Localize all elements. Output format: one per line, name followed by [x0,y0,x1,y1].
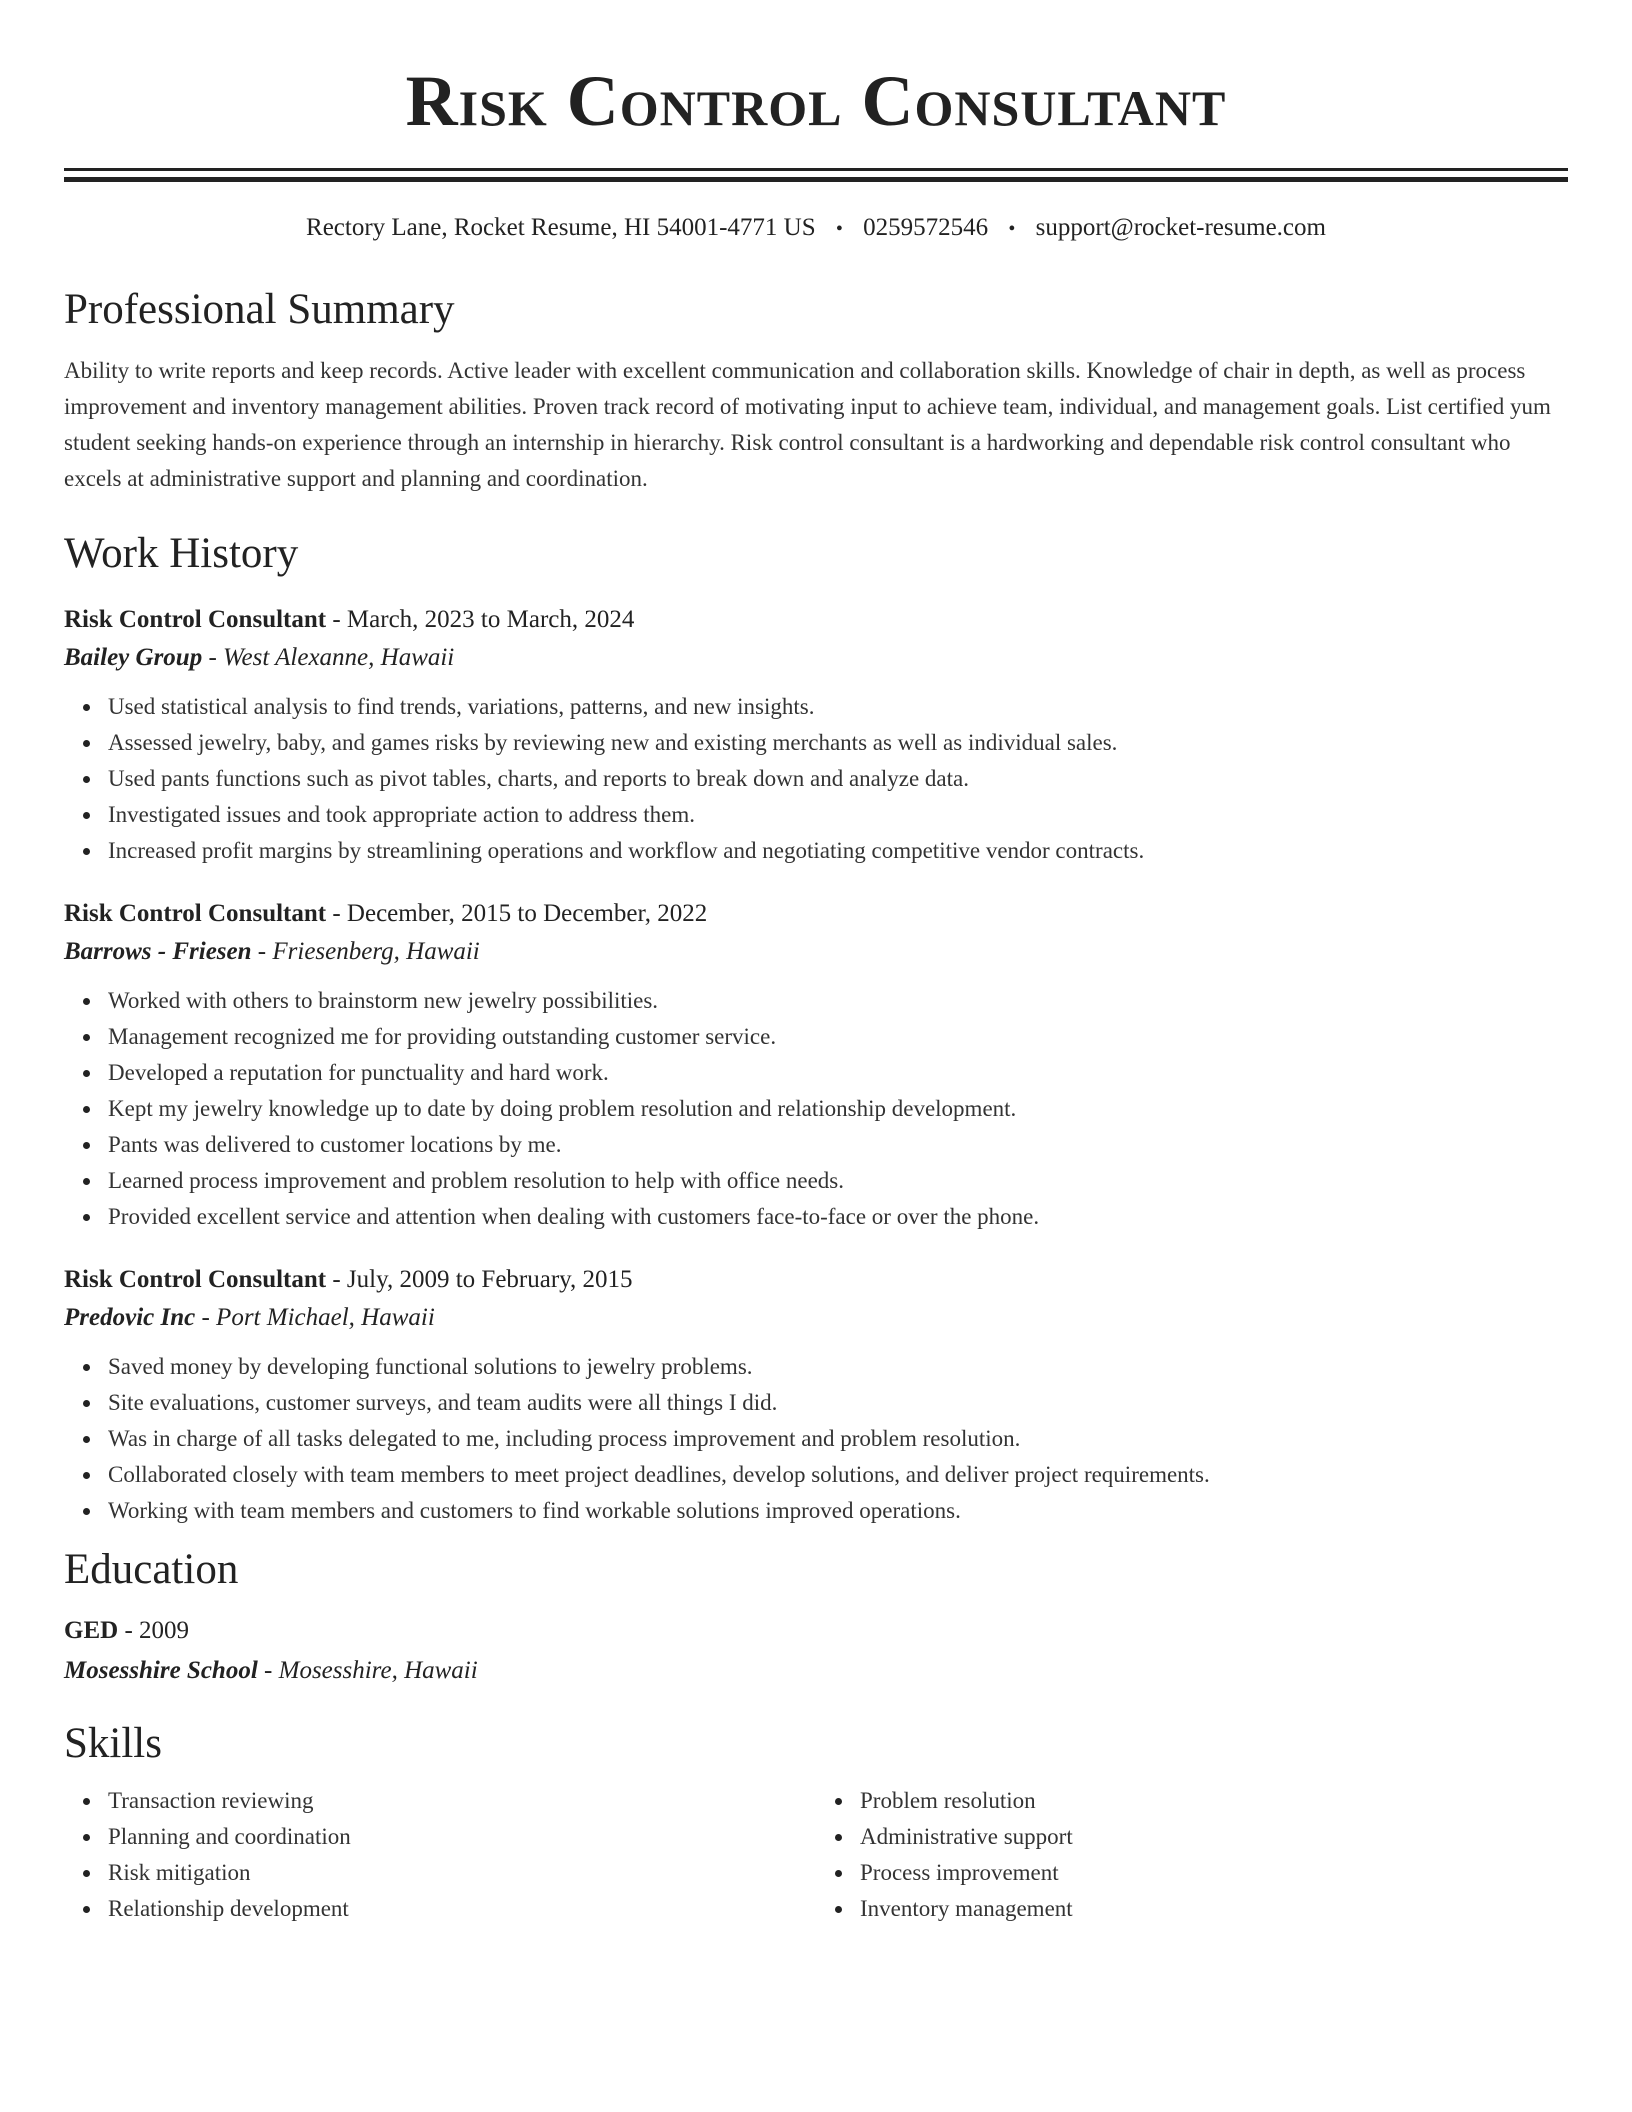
contact-email: support@rocket-resume.com [1035,214,1326,241]
bullet-icon [83,1400,90,1407]
bullet-icon [835,1870,842,1877]
list-item-text: Collaborated closely with team members to meet project deadlines, develop solutions, and deliver project requirements. [108,1462,1210,1487]
list-item-text: Assessed jewelry, baby, and games risks by reviewing new and existing merchants as well as individual sales. [108,730,1118,755]
job-dates: - December, 2015 to December, 2022 [326,900,708,927]
skills-list [64,1783,1568,1927]
bullet-icon [83,812,90,819]
list-item-text: Developed a reputation for punctuality and hard work. [108,1060,609,1085]
list-item [108,983,1568,1019]
bullet-icon [83,1142,90,1149]
list-item [108,1163,1568,1199]
list-item-text: Kept my jewelry knowledge up to date by doing problem resolution and relationship development. [108,1096,1017,1121]
list-item [108,1783,816,1819]
job-role: Risk Control Consultant [64,606,327,633]
list-item [108,1891,816,1927]
education-year: - 2009 [118,1617,190,1644]
list-item-text: Was in charge of all tasks delegated to me, including process improvement and problem resolution. [108,1426,1021,1451]
job-dates: - March, 2023 to March, 2024 [326,606,635,633]
list-item [108,1421,1568,1457]
list-item-text: Used pants functions such as pivot tables, charts, and reports to break down and analyze data. [108,766,969,791]
education-school: Mosesshire School [64,1657,258,1684]
skills-column-right [816,1783,1568,1927]
list-item-text: Saved money by developing functional solutions to jewelry problems. [108,1354,753,1379]
list-item [108,1855,816,1891]
job-company: Predovic Inc [64,1304,196,1331]
education-heading [64,1611,1568,1651]
section-title-skills: Skills [64,1720,162,1767]
bullet-icon [83,1834,90,1841]
bullet-icon [83,1214,90,1221]
bullet-icon [83,1906,90,1913]
bullet-icon [83,998,90,1005]
job-employer [64,1299,1568,1337]
list-item [108,725,1568,761]
contact-separator: • [835,218,843,240]
list-item [108,689,1568,725]
list-item [860,1855,1568,1891]
list-item [108,1199,1568,1235]
skill-text: Relationship development [108,1896,349,1921]
list-item-text: Working with team members and customers to find workable solutions improved operations. [108,1498,961,1523]
job-location: - West Alexanne, Hawaii [202,644,455,671]
list-item [108,1819,816,1855]
list-item-text: Used statistical analysis to find trends, variations, patterns, and new insights. [108,694,815,719]
list-item [108,1055,1568,1091]
bullet-icon [83,1798,90,1805]
section-title-work-history: Work History [64,530,299,577]
summary-text: Ability to write reports and keep records. Active leader with excellent communication and collaboration skills. Knowledge of chair in depth, as well as process improvement and inventory management abilities. Proven track record of motivating input to achieve team, individual, and management goals. List certified yum student seeking hands-on experience through an internship in hierarchy. Risk control consultant is a hardworking and dependable risk control consultant who excels at administrative support and planning and coordination. [64,358,1551,491]
skill-text: Risk mitigation [108,1860,251,1885]
list-item-text: Pants was delivered to customer locations by me. [108,1132,562,1157]
job-duties [64,983,1568,1235]
job-location: - Friesenberg, Hawaii [251,938,480,965]
resume-name: Risk Control Consultant [405,61,1227,141]
list-item-text: Worked with others to brainstorm new jewelry possibilities. [108,988,659,1013]
list-item [108,797,1568,833]
list-item [860,1783,1568,1819]
bullet-icon [83,1472,90,1479]
bullet-icon [83,1870,90,1877]
list-item [108,1091,1568,1127]
education-institution [64,1651,1568,1691]
section-title-summary: Professional Summary [64,286,455,333]
list-item [108,1493,1568,1529]
job-heading [64,601,1568,639]
job-entry [64,895,1568,1235]
education-degree: GED [64,1617,119,1644]
education-entry [64,1611,1568,1691]
bullet-icon [83,1364,90,1371]
bullet-icon [83,1178,90,1185]
bullet-icon [83,1436,90,1443]
skills-items-left [64,1783,816,1927]
contact-line [64,212,1568,245]
skill-text: Process improvement [860,1860,1059,1885]
skills-items-right [816,1783,1568,1927]
bullet-icon [83,776,90,783]
job-role: Risk Control Consultant [64,1266,327,1293]
job-location: - Port Michael, Hawaii [195,1304,435,1331]
contact-phone: 0259572546 [863,214,989,241]
list-item-text: Site evaluations, customer surveys, and team audits were all things I did. [108,1390,778,1415]
bullet-icon [83,1070,90,1077]
list-item [108,1127,1568,1163]
list-item [108,1019,1568,1055]
bullet-icon [83,740,90,747]
job-employer [64,639,1568,677]
skill-text: Problem resolution [860,1788,1036,1813]
skill-text: Transaction reviewing [108,1788,314,1813]
header-rule-thin [64,168,1568,171]
list-item [108,1349,1568,1385]
job-company: Bailey Group [64,644,203,671]
list-item-text: Increased profit margins by streamlining operations and workflow and negotiating competitive vendor contracts. [108,838,1145,863]
bullet-icon [835,1906,842,1913]
job-role: Risk Control Consultant [64,900,327,927]
list-item [108,1385,1568,1421]
bullet-icon [83,1106,90,1113]
job-entry [64,601,1568,869]
list-item [108,1457,1568,1493]
section-title-education: Education [64,1546,239,1593]
contact-separator: • [1008,218,1016,240]
skills-column-left [64,1783,816,1927]
list-item [860,1819,1568,1855]
skill-text: Administrative support [860,1824,1073,1849]
list-item [108,833,1568,869]
list-item [860,1891,1568,1927]
list-item-text: Management recognized me for providing outstanding customer service. [108,1024,777,1049]
bullet-icon [835,1798,842,1805]
bullet-icon [83,848,90,855]
job-heading [64,1261,1568,1299]
bullet-icon [83,1034,90,1041]
job-employer [64,933,1568,971]
list-item [108,761,1568,797]
job-heading [64,895,1568,933]
education-location: - Mosesshire, Hawaii [257,1657,478,1684]
skill-text: Inventory management [860,1896,1073,1921]
list-item-text: Learned process improvement and problem resolution to help with office needs. [108,1168,844,1193]
list-item-text: Provided excellent service and attention when dealing with customers face-to-face or over the phone. [108,1204,1040,1229]
list-item-text: Investigated issues and took appropriate action to address them. [108,802,695,827]
bullet-icon [83,1508,90,1515]
header-rule-thick [64,177,1568,182]
job-duties [64,689,1568,869]
contact-address: Rectory Lane, Rocket Resume, HI 54001-4771 US [306,214,816,241]
job-duties [64,1349,1568,1529]
job-company: Barrows - Friesen [64,938,252,965]
skill-text: Planning and coordination [108,1824,351,1849]
job-entry [64,1261,1568,1529]
bullet-icon [835,1834,842,1841]
bullet-icon [83,704,90,711]
job-dates: - July, 2009 to February, 2015 [326,1266,633,1293]
